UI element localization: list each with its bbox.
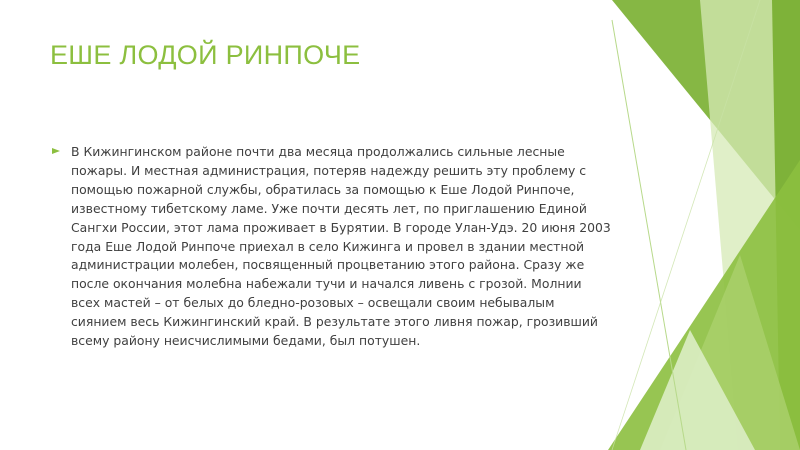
facet-line-1 — [612, 20, 686, 450]
slide-body — [52, 143, 612, 351]
bullet-arrow-icon — [52, 148, 60, 154]
slide-title: ЕШЕ ЛОДОЙ РИНПОЧЕ — [50, 40, 361, 70]
bullet-item — [52, 143, 612, 351]
bullet-text: В Кижингинском районе почти два месяца продолжались сильные лесные пожары. И местная администрация, потеряв надежду решить эту проблему с помощью пожарной службы, обратилась за помощью к Еше Лодой Ринпоче, известному тибетскому ламе. Уже почти десять лет, по приглашению Единой Сангхи России, этот лама проживает в Бурятии. В городе Улан-Удэ. 20 июня 2003 года Еше Лодой Ринпоче приехал в село Кижинга и провел в здании местной администрации молебен, посвященный процветанию этого района. Сразу же после окончания молебна набежали тучи и начался ливень с грозой. Молнии всех мастей – от белых до бледно-розовых – освещали своим небывалым сиянием весь Кижингинский край. В результате этого ливня пожар, грозивший всему району неисчислимыми бедами, был потушен. — [71, 144, 611, 349]
